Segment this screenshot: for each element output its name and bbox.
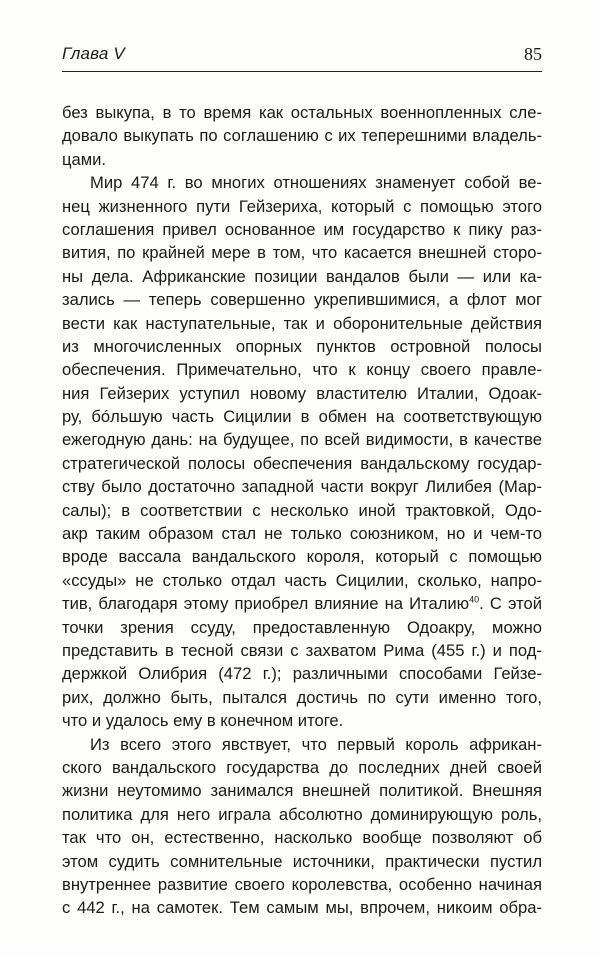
text-line: точки зрения ссуду, предоставленную Одоакру, можно bbox=[62, 617, 542, 637]
text-line: держкой Олибрия (472 г.); различными способами Гейзе- bbox=[62, 664, 542, 684]
text-line: представить в тесной связи с захватом Рима (455 г.) и под- bbox=[62, 640, 542, 660]
text-line: рих, должно быть, пытался достичь по сути именно того, bbox=[62, 687, 542, 707]
text-segment: . С этой bbox=[479, 594, 543, 614]
text-line: ского вандальского государства до последних дней своей bbox=[62, 757, 542, 777]
text-line: ния Гейзерих уступил новому властителю Италии, Одоак- bbox=[62, 383, 542, 403]
text-line: ежегодную дань: на будущее, по всей видимости, в качестве bbox=[62, 430, 542, 450]
text-line: ству было достаточно западной части вокруг Лилибея (Мар- bbox=[62, 477, 542, 497]
chapter-title: Глава V bbox=[62, 44, 125, 63]
text-line: ны дела. Африканские позиции вандалов были — или ка- bbox=[62, 266, 542, 286]
text-line: политика для него играла абсолютно доминирующую роль, bbox=[62, 804, 542, 824]
text-line: зались — теперь совершенно укрепившимися, а флот мог bbox=[62, 290, 542, 310]
header-rule bbox=[62, 71, 542, 72]
text-line: акр таким образом стал не только союзником, но и чем-то bbox=[62, 524, 542, 544]
body-text bbox=[62, 101, 542, 920]
text-line-with-footnote bbox=[62, 592, 542, 615]
text-line: из многочисленных опорных пунктов островной полосы bbox=[62, 336, 542, 356]
text-line: внутреннее развитие своего королевства, особенно начиная bbox=[62, 874, 542, 894]
text-line: Из всего этого явствует, что первый король африкан- bbox=[90, 734, 542, 754]
text-segment: тив, благодаря этому приобрел влияние на Италию bbox=[62, 594, 470, 614]
text-line: довало выкупать по соглашению с их теперешними владель- bbox=[62, 126, 542, 146]
page-number: 85 bbox=[524, 44, 542, 64]
text-line: стратегической полосы обеспечения вандальскому государ- bbox=[62, 453, 542, 473]
text-line: этом судить сомнительные источники, практически пустил bbox=[62, 851, 542, 871]
text-line: цами. bbox=[62, 149, 107, 169]
text-line: с 442 г., на самотек. Тем самым мы, впрочем, никоим обра- bbox=[62, 898, 542, 918]
text-line: нец жизненного пути Гейзериха, который с помощью этого bbox=[62, 196, 542, 216]
running-head bbox=[62, 44, 542, 72]
text-line: обеспечения. Примечательно, что к концу своего правле- bbox=[62, 360, 542, 380]
text-line: вития, по крайней мере в том, что касается внешней сторо- bbox=[62, 243, 542, 263]
text-line: жизни неутомимо занимался внешней политикой. Внешняя bbox=[62, 781, 542, 801]
text-line: без выкупа, в то время как остальных военнопленных сле- bbox=[62, 103, 542, 122]
text-line: что и удалось ему в конечном итоге. bbox=[62, 711, 344, 731]
text-line: ру, бóльшую часть Сицилии в обмен на соответствующую bbox=[62, 407, 542, 427]
footnote-marker: 40 bbox=[469, 594, 480, 605]
text-line: «ссуды» не столько отдал часть Сицилии, сколько, напро- bbox=[62, 570, 542, 590]
text-line: вести как наступательные, так и оборонительные действия bbox=[62, 313, 542, 333]
text-line: так что он, естественно, насколько вообще позволяют об bbox=[62, 828, 542, 848]
text-line: Мир 474 г. во многих отношениях знаменует собой ве- bbox=[90, 173, 542, 193]
text-line: салы); в соответствии с несколько иной трактовкой, Одо- bbox=[62, 500, 542, 520]
text-line: соглашения привел основанное им государство к пику раз- bbox=[62, 219, 542, 239]
text-line: вроде вассала вандальского короля, который с помощью bbox=[62, 547, 542, 567]
